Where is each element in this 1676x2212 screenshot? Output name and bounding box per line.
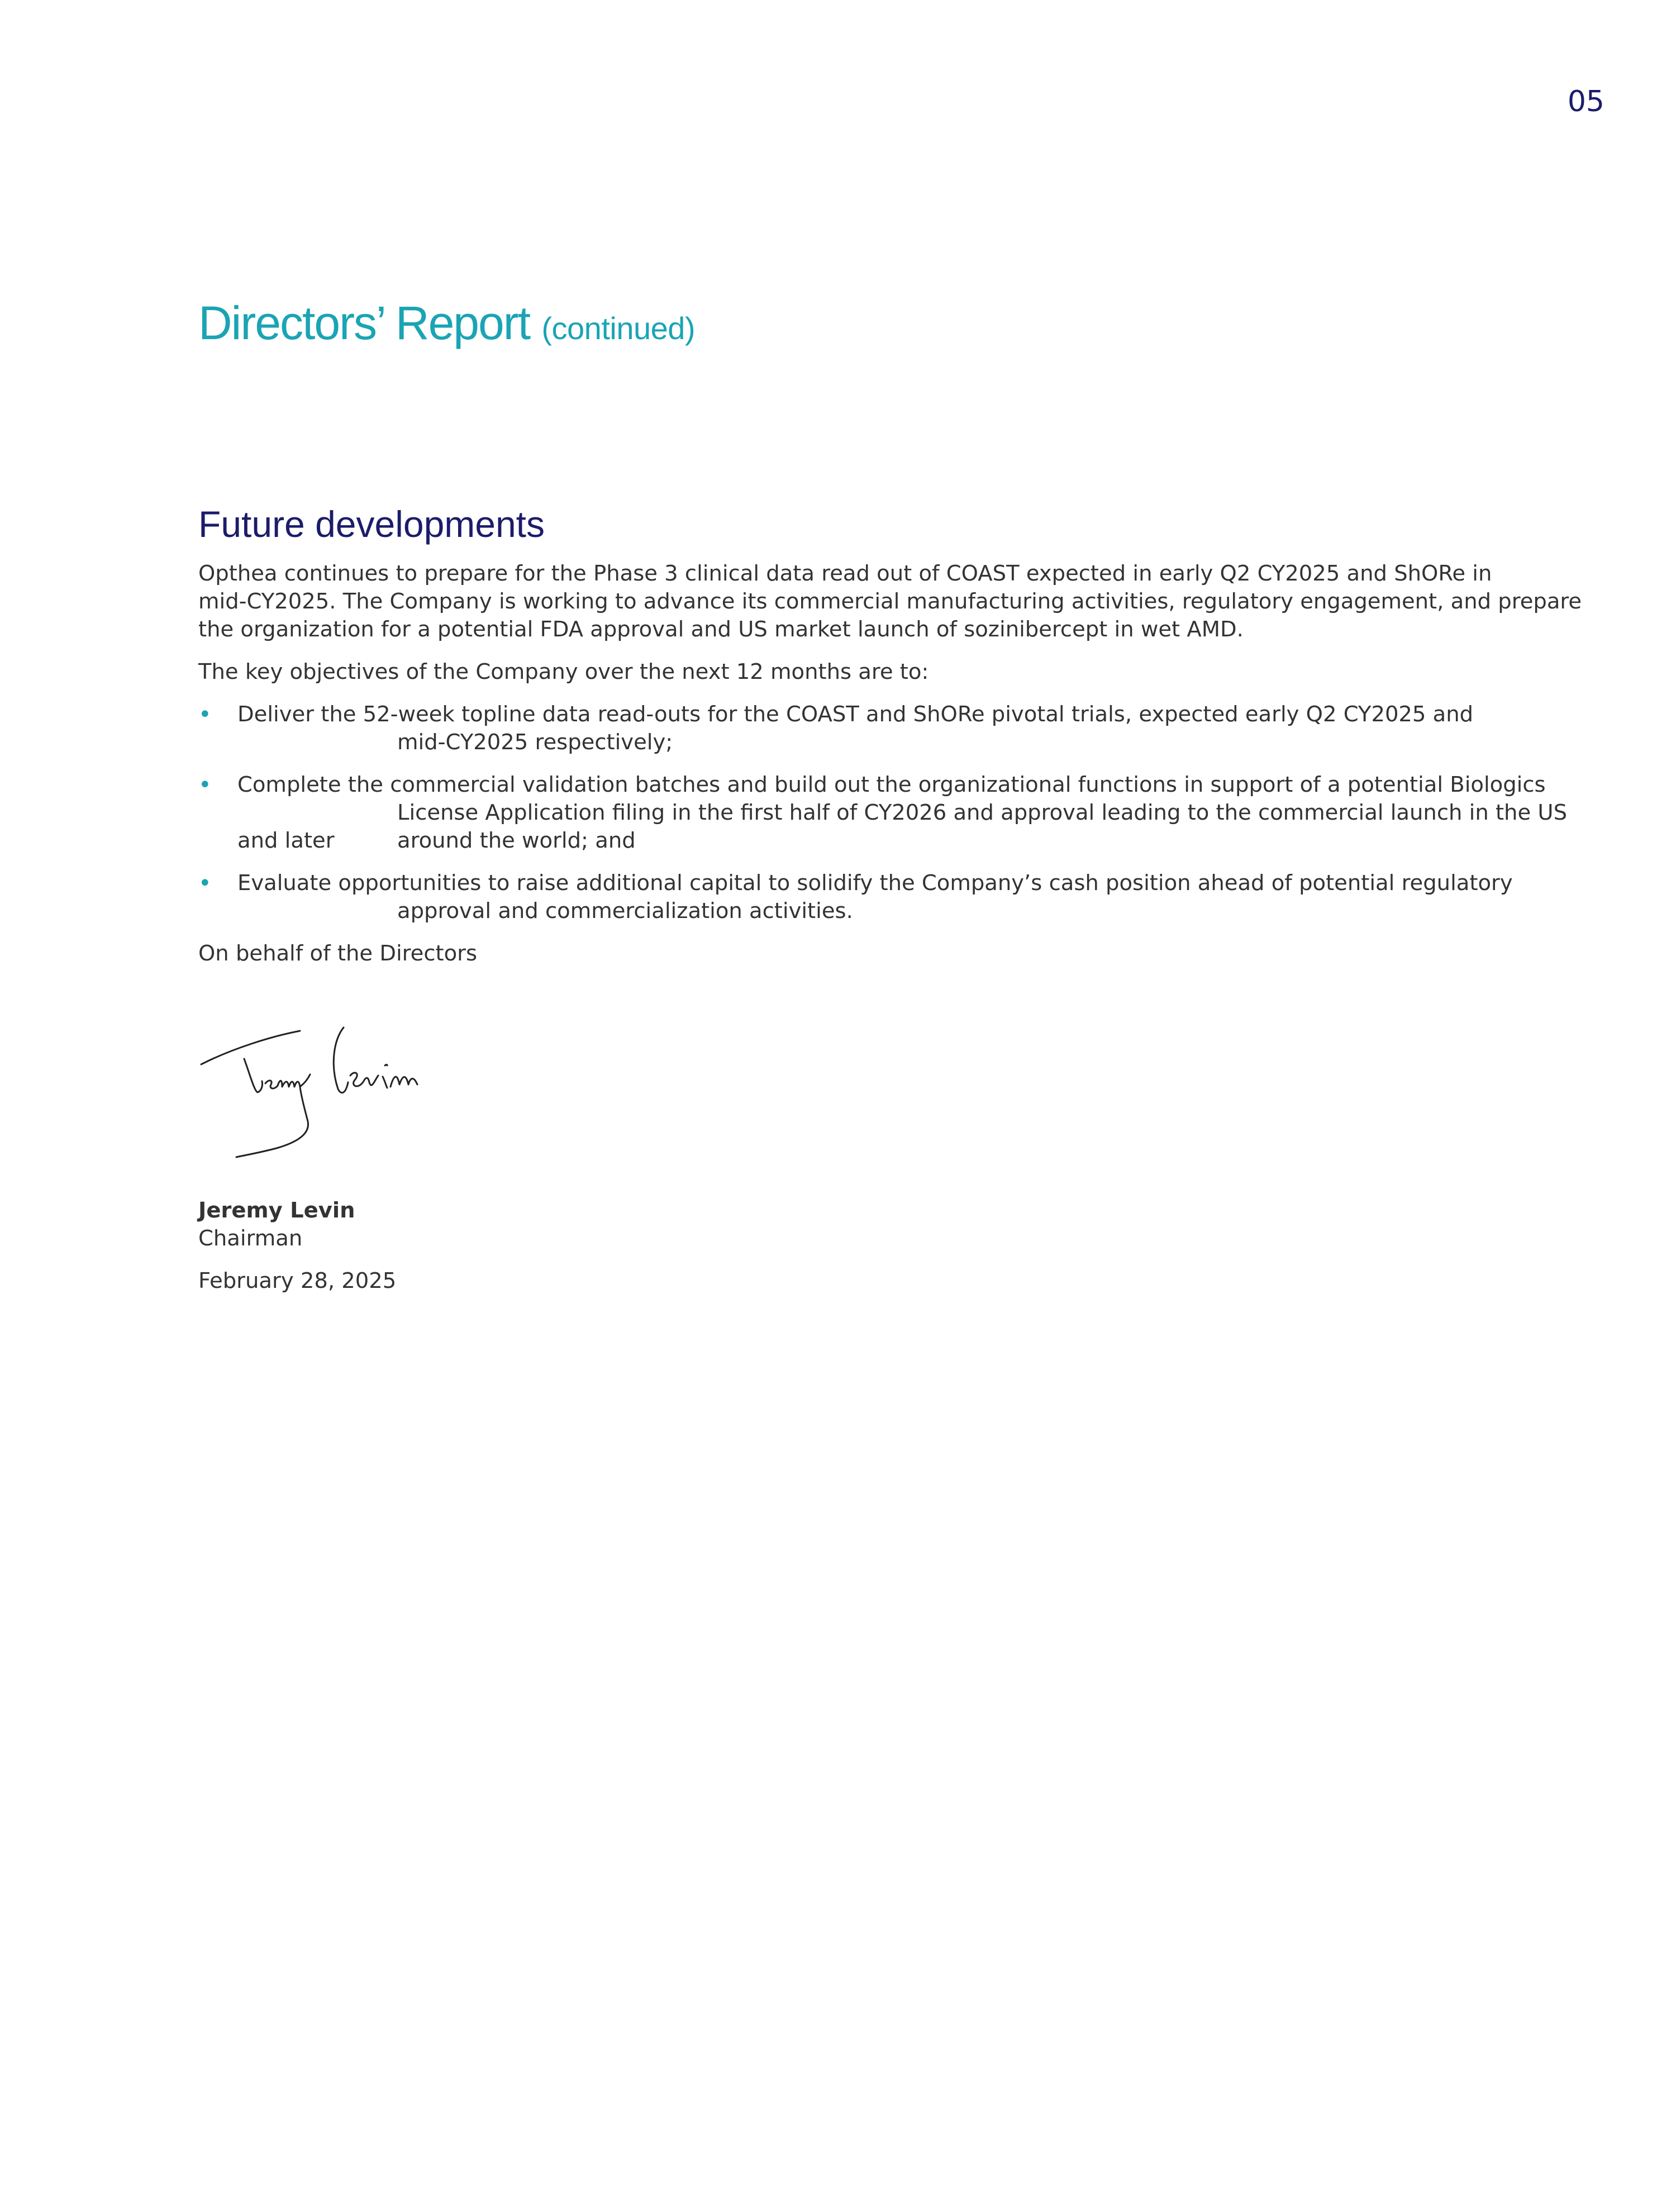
signature-image — [198, 1021, 444, 1166]
objective-line: Evaluate opportunities to raise additional capital to solidify the Company’s cash position ahead of potential regulatory — [237, 870, 1513, 896]
objectives-lead: The key objectives of the Company over the next 12 months are to: — [198, 659, 929, 684]
intro-line: mid-CY2025. The Company is working to advance its commercial manufacturing activities, regulatory engagement, and prepare — [198, 589, 1582, 614]
objectives-list — [198, 701, 1568, 925]
intro-line: Opthea continues to prepare for the Phase 3 clinical data read out of COAST expected in early Q2 CY2025 and ShORe in — [198, 561, 1492, 586]
objective-line-rest: around the world; and — [397, 828, 636, 853]
signatory-role: Chairman — [198, 1226, 303, 1251]
section-heading: Future developments — [198, 503, 545, 545]
objective-line-lead: and later — [237, 828, 335, 853]
bullet-dot-icon: • — [198, 772, 212, 798]
bullet-dot-icon: • — [198, 870, 212, 896]
objective-line: approval and commercialization activities. — [397, 898, 853, 924]
objective-line: Complete the commercial validation batches and build out the organizational functions in support of a potential Biologics — [237, 772, 1546, 797]
report-body — [198, 503, 1582, 1295]
signatory-name: Jeremy Levin — [198, 1198, 355, 1223]
objective-item — [198, 869, 1513, 925]
objective-line: mid-CY2025 respectively; — [397, 730, 673, 755]
report-title-text: Directors’ Report — [198, 297, 530, 349]
page-number: 05 — [1567, 85, 1604, 118]
bullet-dot-icon: • — [198, 702, 212, 727]
report-title — [198, 296, 695, 350]
report-title-suffix: (continued) — [541, 311, 696, 346]
intro-paragraph — [198, 560, 1582, 644]
objective-line: Deliver the 52-week topline data read-outs for the COAST and ShORe pivotal trials, expected early Q2 CY2025 and — [237, 702, 1474, 727]
objective-line — [237, 827, 1506, 855]
objective-line: License Application filing in the first half of CY2026 and approval leading to the commercial launch in the US — [397, 800, 1568, 825]
objective-item — [198, 771, 1568, 855]
signature-date: February 28, 2025 — [198, 1268, 397, 1293]
intro-line: the organization for a potential FDA approval and US market launch of sozinibercept in wet AMD. — [198, 617, 1244, 642]
closing-line: On behalf of the Directors — [198, 941, 478, 966]
objective-item — [198, 701, 1506, 757]
